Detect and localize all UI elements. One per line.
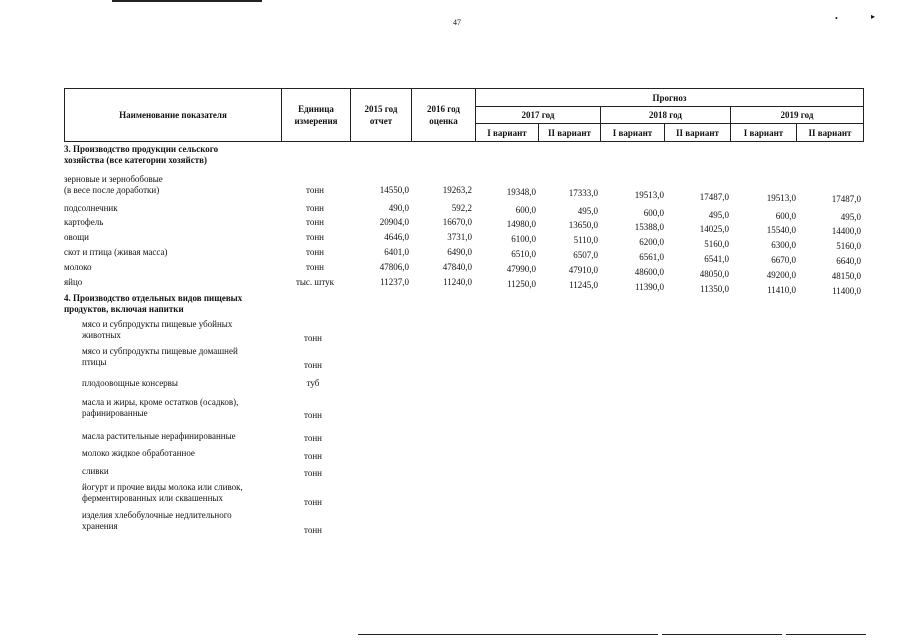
row-unit: тонн <box>306 217 324 227</box>
header-2018 <box>600 106 731 124</box>
header-2017-var2 <box>538 123 601 142</box>
header-unit <box>281 88 351 142</box>
row-label-cont: ферментированных или сквашенных <box>82 493 223 503</box>
value-cell: 3731,0 <box>447 232 472 242</box>
row-label: молоко <box>64 262 92 272</box>
header-forecast-text: Прогноз <box>652 92 687 103</box>
value-cell: 11410,0 <box>767 285 796 295</box>
row-label: яйцо <box>64 277 83 287</box>
value-cell: 47806,0 <box>379 262 409 272</box>
value-cell: 6561,0 <box>639 252 664 262</box>
value-cell: 6640,0 <box>836 256 861 266</box>
row-unit: тонн <box>306 185 324 195</box>
value-cell: 19263,2 <box>442 185 472 195</box>
value-cell: 11237,0 <box>380 277 409 287</box>
value-cell: 14550,0 <box>379 185 409 195</box>
value-cell: 6670,0 <box>771 255 796 265</box>
row-unit: тонн <box>304 433 322 443</box>
row-label: мясо и субпродукты пищевые домашней <box>82 346 238 356</box>
header-forecast <box>475 88 864 107</box>
var1-text: I вариант <box>612 127 653 138</box>
row-label: картофель <box>64 217 104 227</box>
header-2017-var1 <box>475 123 539 142</box>
row-label: масла и жиры, кроме остатков (осадков), <box>82 397 239 407</box>
value-cell: 14025,0 <box>699 224 729 234</box>
section4-title-line2: продуктов, включая напитки <box>64 304 184 314</box>
row-label: скот и птица (живая масса) <box>64 247 168 257</box>
header-unit-text: Единица измерения <box>294 104 338 126</box>
row-label: подсолнечник <box>64 203 118 213</box>
value-cell: 6200,0 <box>639 237 664 247</box>
header-2019-var1 <box>730 123 797 142</box>
row-label-cont: животных <box>82 330 121 340</box>
var1-text: I вариант <box>487 127 527 138</box>
row-unit: туб <box>306 378 320 388</box>
row-unit: тонн <box>306 247 324 257</box>
page-number: 47 <box>453 18 461 27</box>
value-cell: 5160,0 <box>704 239 729 249</box>
row-label-cont: птицы <box>82 357 107 367</box>
value-cell: 17333,0 <box>568 188 598 198</box>
row-label-cont: хранения <box>82 521 118 531</box>
value-cell: 5160,0 <box>836 241 861 251</box>
var2-text: II вариант <box>676 127 719 138</box>
value-cell: 19513,0 <box>634 190 664 200</box>
value-cell: 5110,0 <box>573 235 598 245</box>
var2-text: II вариант <box>548 127 591 138</box>
row-unit: тыс. штук <box>295 277 335 287</box>
header-2018-text: 2018 год <box>649 110 682 120</box>
value-cell: 11245,0 <box>569 280 598 290</box>
value-cell: 19348,0 <box>506 187 536 197</box>
var2-text: II вариант <box>808 127 852 138</box>
value-cell: 495,0 <box>840 212 861 222</box>
value-cell: 11240,0 <box>443 277 472 287</box>
row-unit: тонн <box>304 468 322 478</box>
bottom-rule <box>662 634 782 635</box>
row-label: овощи <box>64 232 89 242</box>
value-cell: 495,0 <box>708 210 729 220</box>
row-label: йогурт и прочие виды молока или сливок, <box>82 482 243 492</box>
value-cell: 6300,0 <box>771 240 796 250</box>
row-label-cont: рафинированные <box>82 408 148 418</box>
header-2018-var2 <box>664 123 731 142</box>
header-2016-text: 2016 год оценка <box>427 104 460 126</box>
row-label: изделия хлебобулочные недлительного <box>82 510 232 520</box>
value-cell: 11250,0 <box>507 279 536 289</box>
row-unit: тонн <box>304 333 322 343</box>
value-cell: 11390,0 <box>635 282 664 292</box>
row-label: зерновые и зернобобовые <box>64 174 163 184</box>
var1-text: I вариант <box>743 127 784 138</box>
value-cell: 4646,0 <box>384 232 409 242</box>
value-cell: 6541,0 <box>704 254 729 264</box>
header-name-text: Наименование показателя <box>119 110 227 120</box>
value-cell: 490,0 <box>388 203 409 213</box>
value-cell: 17487,0 <box>699 192 729 202</box>
value-cell: 17487,0 <box>831 194 861 204</box>
value-cell: 16670,0 <box>442 217 472 227</box>
header-2015-text: 2015 год отчет <box>364 104 398 126</box>
header-2017-text: 2017 год <box>521 110 555 120</box>
value-cell: 592,2 <box>451 203 472 213</box>
section4-title-line1: 4. Производство отдельных видов пищевых <box>64 293 243 303</box>
scan-mark-arrow: ▸ <box>871 12 876 21</box>
row-label: сливки <box>82 466 109 476</box>
scan-mark-dot: • <box>835 14 838 23</box>
value-cell: 6401,0 <box>384 247 409 257</box>
value-cell: 6490,0 <box>447 247 472 257</box>
value-cell: 11350,0 <box>700 284 729 294</box>
value-cell: 600,0 <box>643 208 664 218</box>
header-2015 <box>350 88 412 142</box>
value-cell: 19513,0 <box>766 193 796 203</box>
row-label: молоко жидкое обработанное <box>82 448 195 458</box>
value-cell: 600,0 <box>515 205 536 215</box>
row-unit: тонн <box>304 360 322 370</box>
value-cell: 48150,0 <box>831 271 861 281</box>
value-cell: 6510,0 <box>511 249 536 259</box>
value-cell: 6100,0 <box>511 234 536 244</box>
value-cell: 15540,0 <box>766 225 796 235</box>
row-label: мясо и субпродукты пищевые убойных <box>82 319 233 329</box>
value-cell: 49200,0 <box>766 270 796 280</box>
header-2016 <box>411 88 476 142</box>
value-cell: 47910,0 <box>568 265 598 275</box>
row-unit: тонн <box>304 451 322 461</box>
value-cell: 14400,0 <box>831 226 861 236</box>
value-cell: 600,0 <box>775 211 796 221</box>
header-2019-var2 <box>796 123 864 142</box>
header-2019 <box>730 106 864 124</box>
value-cell: 47840,0 <box>442 262 472 272</box>
row-unit: тонн <box>306 203 324 213</box>
value-cell: 11400,0 <box>832 286 861 296</box>
row-unit: тонн <box>304 525 322 535</box>
row-unit: тонн <box>304 410 322 420</box>
value-cell: 48600,0 <box>634 267 664 277</box>
top-edge-mark <box>112 0 262 2</box>
value-cell: 48050,0 <box>699 269 729 279</box>
row-unit: тонн <box>306 262 324 272</box>
row-unit: тонн <box>304 497 322 507</box>
value-cell: 14980,0 <box>506 219 536 229</box>
value-cell: 13650,0 <box>568 220 598 230</box>
bottom-rule <box>786 634 866 635</box>
row-label: плодоовощные консервы <box>82 378 178 388</box>
header-2017 <box>475 106 601 124</box>
value-cell: 495,0 <box>577 206 598 216</box>
row-label: масла растительные нерафинированные <box>82 431 236 441</box>
header-2018-var1 <box>600 123 665 142</box>
row-unit: тонн <box>306 232 324 242</box>
section3-title-line2: хозяйства (все категории хозяйств) <box>64 155 207 165</box>
bottom-rule <box>358 634 658 635</box>
value-cell: 6507,0 <box>573 250 598 260</box>
header-2019-text: 2019 год <box>780 110 814 120</box>
header-name <box>64 88 282 142</box>
value-cell: 20904,0 <box>379 217 409 227</box>
value-cell: 15388,0 <box>634 222 664 232</box>
section3-title-line1: 3. Производство продукции сельского <box>64 144 219 154</box>
value-cell: 47990,0 <box>506 264 536 274</box>
row-label-cont: (в весе после доработки) <box>64 185 160 195</box>
